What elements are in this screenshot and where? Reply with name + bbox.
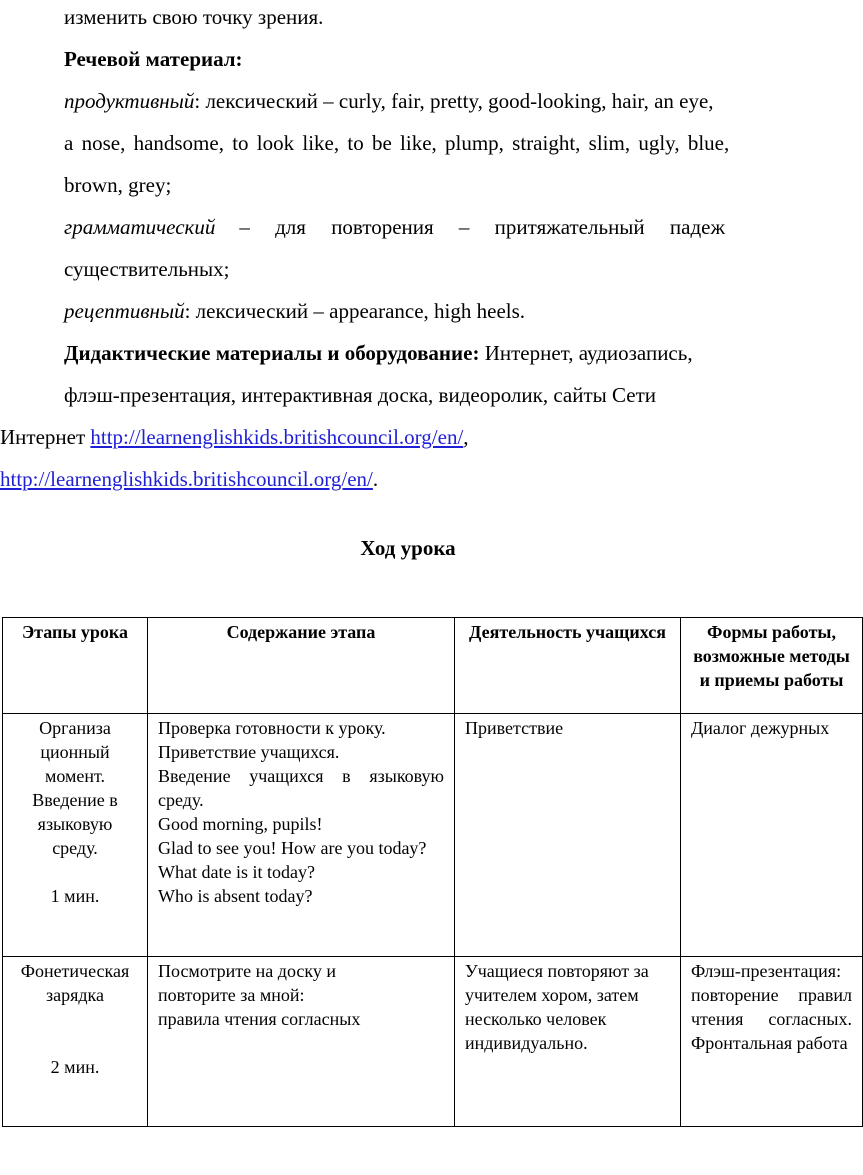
grammatical-line-2: существительных;	[64, 257, 230, 281]
stage-time: 1 мин.	[50, 886, 100, 906]
content-text: What date is it today?	[158, 862, 315, 882]
table-row	[3, 957, 863, 1127]
productive-line-3: brown, grey;	[64, 173, 172, 197]
productive-line-2: a nose, handsome, to look like, to be like, plump, straight, slim, ugly, blue,	[64, 131, 730, 155]
forms-cell: Диалог дежурных	[681, 714, 863, 957]
stage-text: зарядка	[46, 985, 104, 1005]
grammatical-label: грамматический	[64, 215, 216, 239]
stage-time: 2 мин.	[50, 1057, 100, 1077]
stage-text: Организа	[39, 718, 111, 738]
internet-word: Интернет	[0, 425, 91, 449]
content-text: повторите за мной:	[158, 985, 305, 1005]
productive-label: продуктивный	[64, 89, 195, 113]
content-text: Glad to see you! How are you today?	[158, 838, 427, 858]
activity-cell: Приветствие	[455, 714, 681, 957]
productive-line	[64, 88, 714, 114]
content-text: Введение учащихся в языковую среду.	[158, 766, 444, 810]
grammatical-text-body: – для повторения – притяжательный падеж	[239, 215, 725, 239]
content-text: правила чтения согласных	[158, 1009, 361, 1029]
header-content: Содержание этапа	[148, 618, 455, 714]
link-comma: ,	[463, 425, 469, 449]
link-learnenglishkids-2[interactable]: http://learnenglishkids.britishcouncil.org/en/	[0, 467, 373, 491]
speech-material-heading: Речевой материал:	[64, 47, 243, 71]
stage-text: Фонетическая	[20, 961, 130, 981]
receptive-label: рецептивный	[64, 299, 185, 323]
table-header-row	[3, 618, 863, 714]
didactic-line	[64, 340, 693, 366]
didactic-heading: Дидактические материалы и оборудование:	[64, 341, 480, 365]
content-text: Проверка готовности к уроку.	[158, 718, 386, 738]
link-line-2	[0, 466, 378, 492]
stage-cell	[3, 957, 148, 1127]
lesson-title: Ход урока	[360, 536, 456, 560]
stage-cell	[3, 714, 148, 957]
content-text: Good morning, pupils!	[158, 814, 323, 834]
link-period: .	[372, 467, 379, 491]
receptive-line	[64, 298, 525, 324]
table-row	[3, 714, 863, 957]
intro-line: изменить свою точку зрения.	[64, 5, 324, 29]
link-learnenglishkids-1[interactable]: http://learnenglishkids.britishcouncil.org/en/	[90, 425, 464, 449]
lesson-table	[2, 617, 863, 1127]
header-stages: Этапы урока	[3, 618, 148, 714]
content-text: Who is absent today?	[158, 886, 313, 906]
forms-cell: Флэш-презентация: повторение правил чтения согласных. Фронтальная работа	[681, 957, 863, 1127]
internet-line	[0, 424, 469, 450]
content-cell	[148, 957, 455, 1127]
grammatical-line	[64, 214, 844, 240]
activity-cell: Учащиеся повторяют за учителем хором, затем несколько человек индивидуально.	[455, 957, 681, 1127]
productive-text: : лексический – curly, fair, pretty, good-looking, hair, an eye,	[194, 89, 714, 113]
stage-text: среду.	[52, 838, 98, 858]
didactic-line-2: флэш-презентация, интерактивная доска, видеоролик, сайты Сети	[64, 383, 657, 407]
header-activity: Деятельность учащихся	[455, 618, 681, 714]
didactic-text: Интернет, аудиозапись,	[479, 341, 693, 365]
content-cell	[148, 714, 455, 957]
receptive-text: : лексический – appearance, high heels.	[184, 299, 526, 323]
grammatical-text	[239, 214, 844, 240]
content-text: Посмотрите на доску и	[158, 961, 337, 981]
stage-text: ционный	[40, 742, 110, 762]
stage-text: языковую	[37, 814, 113, 834]
stage-text: Введение в	[32, 790, 118, 810]
header-forms: Формы работы, возможные методы и приемы работы	[681, 618, 863, 714]
stage-text: момент.	[44, 766, 106, 786]
content-text: Приветствие учащихся.	[158, 742, 340, 762]
